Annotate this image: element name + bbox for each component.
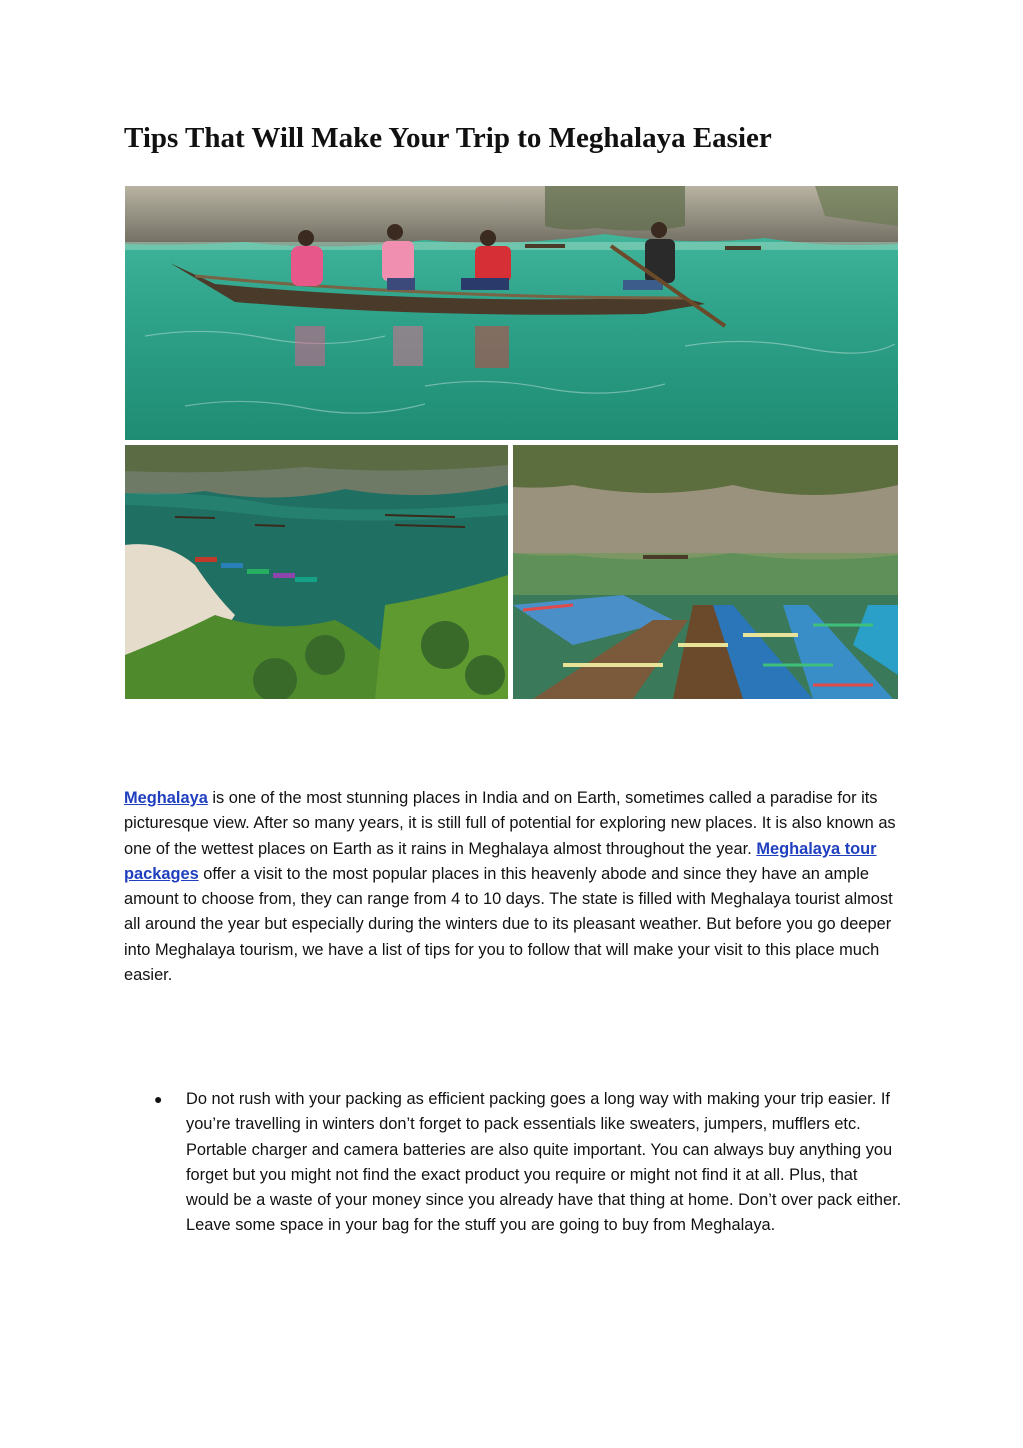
intro-text-2: offer a visit to the most popular places in this heavenly abode and since they have an ample amount to choose from, they can range from 4 to 10 days. The state is filled with Meghalaya tourist almost all around the year but especially during the winters due to its pleasant weather. But before you go deeper into Meghalaya tourism, we have a list of tips for you to follow that will make your visit to this place much easier. <box>124 864 893 985</box>
tips-list <box>124 1087 904 1239</box>
river-shore-photo <box>125 445 508 699</box>
list-item <box>124 1087 904 1239</box>
colorful-boats-illustration <box>513 445 898 699</box>
tip-text: Do not rush with your packing as efficient packing goes a long way with making your trip easier. If you’re travelling in winters don’t forget to pack essentials like sweaters, jumpers, mufflers etc. Portable charger and camera batteries are also quite important. You can always buy anything you forget but you might not find the exact product you require or might not find it at all. Plus, that would be a waste of your money since you already have that thing at home. Don’t over pack either. Leave some space in your bag for the stuff you are going to buy from Meghalaya. <box>186 1090 902 1235</box>
colorful-boats-photo <box>513 445 898 699</box>
bullet-icon: ● <box>154 1091 163 1107</box>
river-shore-illustration <box>125 445 508 699</box>
boat-ride-illustration <box>125 186 898 440</box>
intro-text-1: is one of the most stunning places in India and on Earth, sometimes called a paradise for its picturesque view. After so many years, it is still full of potential for exploring new places. It is also known as one of the wettest places on Earth as it rains in Meghalaya almost throughout the year. <box>124 789 896 858</box>
page-title: Tips That Will Make Your Trip to Meghalaya Easier <box>124 122 772 154</box>
meghalaya-tour-packages-link[interactable]: Meghalaya tour packages <box>124 839 877 883</box>
meghalaya-link[interactable]: Meghalaya <box>124 789 208 807</box>
boat-ride-photo <box>125 186 898 440</box>
intro-paragraph <box>124 786 904 988</box>
